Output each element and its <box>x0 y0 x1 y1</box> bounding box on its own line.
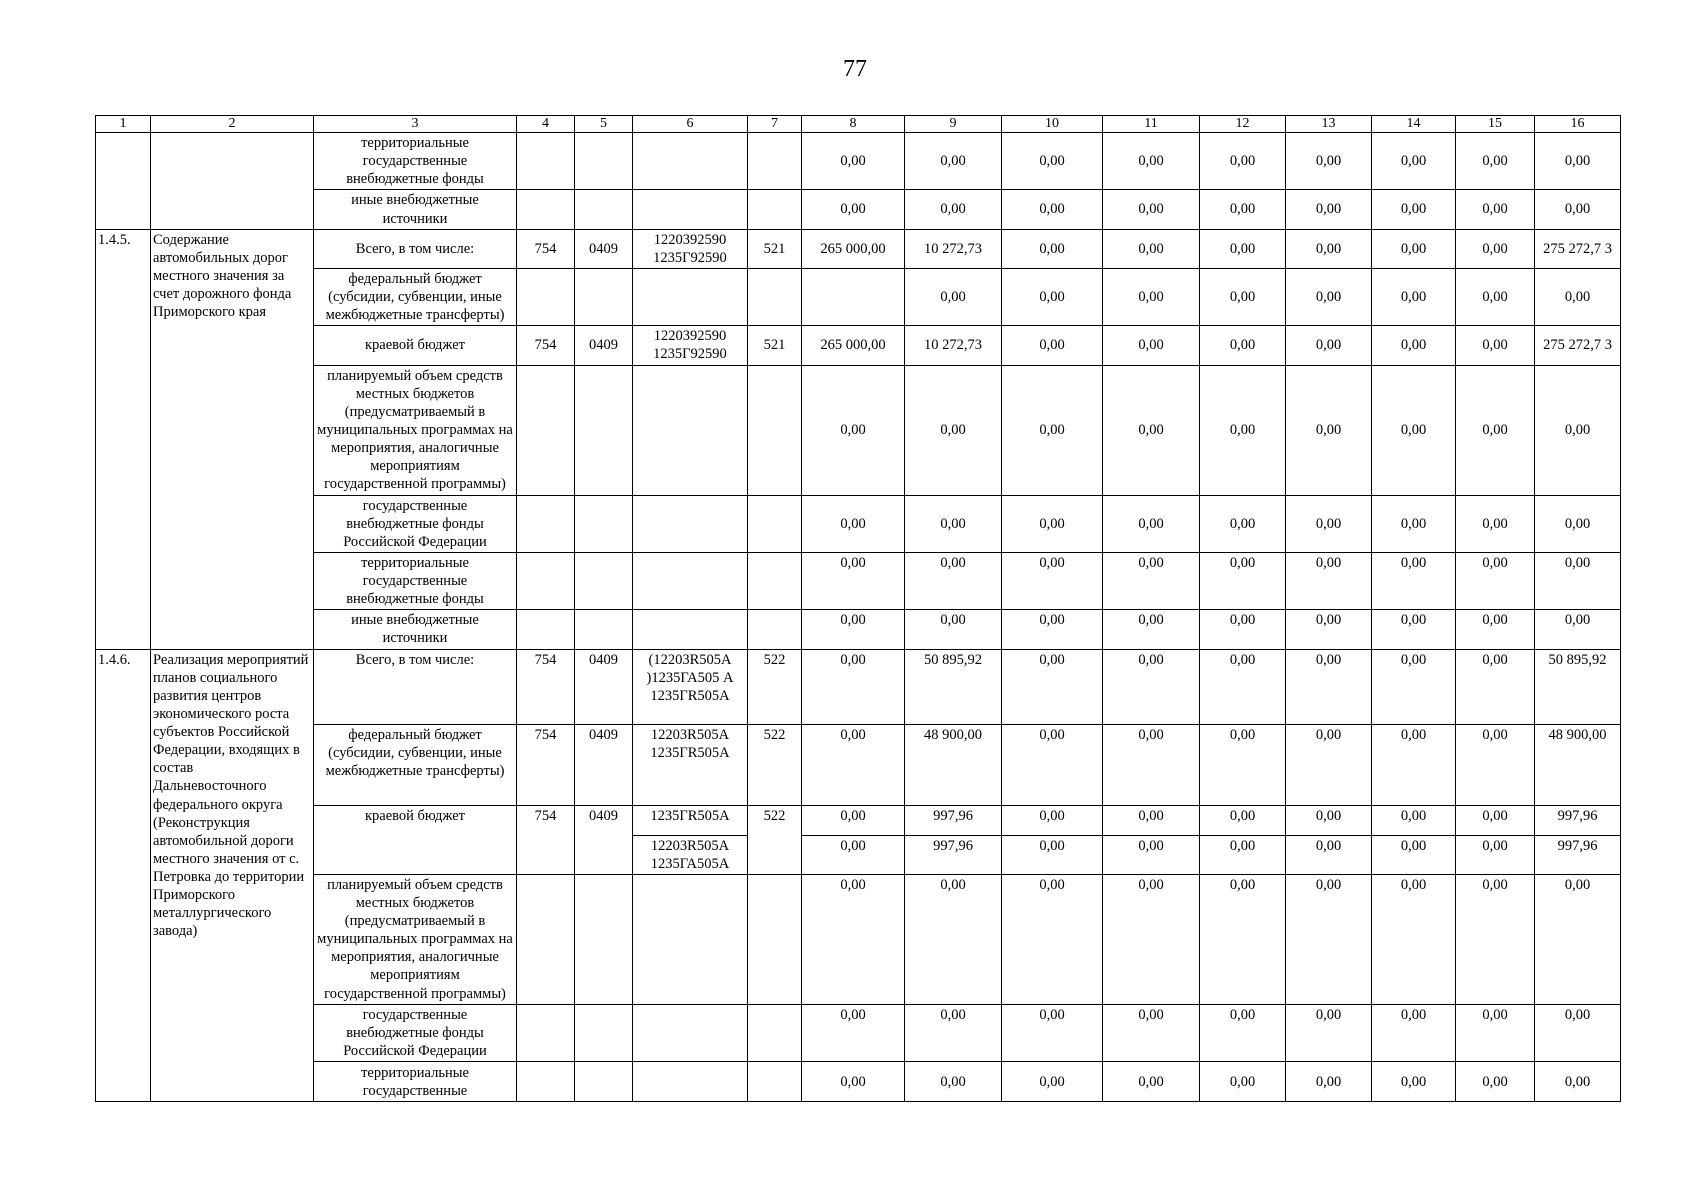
page-number: 77 <box>843 56 867 82</box>
value-cell: 0,00 <box>1200 724 1286 805</box>
empty-cell <box>633 268 748 325</box>
value-cell: 0,00 <box>905 610 1002 649</box>
value-cell: 0,00 <box>1002 835 1103 874</box>
value-cell: 0,00 <box>1286 552 1372 609</box>
value-cell: 0,00 <box>1456 133 1535 190</box>
value-cell: 0,00 <box>1002 1004 1103 1061</box>
value-cell: 50 895,92 <box>1535 649 1621 724</box>
value-cell: 265 000,00 <box>802 326 905 365</box>
empty-cell <box>748 1062 802 1102</box>
empty-cell <box>517 365 575 495</box>
value-cell: 0,00 <box>1002 1062 1103 1102</box>
value-cell: 0,00 <box>905 1004 1002 1061</box>
value-cell: 997,96 <box>905 835 1002 874</box>
value-cell: 0,00 <box>1456 495 1535 552</box>
value-cell: 0,00 <box>1456 835 1535 874</box>
value-cell: 0,00 <box>1535 610 1621 649</box>
table-row <box>96 1062 1621 1102</box>
value-cell: 265 000,00 <box>802 229 905 268</box>
value-cell: 0,00 <box>1286 649 1372 724</box>
source-cell: федеральный бюджет (субсидии, субвенции, иные межбюджетные трансферты) <box>314 268 517 325</box>
value-cell: 10 272,73 <box>905 229 1002 268</box>
value-cell: 0,00 <box>1372 835 1456 874</box>
source-cell: территориальные государственные <box>314 1062 517 1102</box>
cell: 754 <box>517 326 575 365</box>
value-cell: 0,00 <box>802 649 905 724</box>
empty-cell <box>748 133 802 190</box>
table-row <box>96 365 1621 495</box>
value-cell: 0,00 <box>1372 874 1456 1004</box>
value-cell: 0,00 <box>1200 190 1286 229</box>
value-cell: 0,00 <box>1200 268 1286 325</box>
value-cell: 0,00 <box>905 552 1002 609</box>
value-cell: 0,00 <box>1286 1062 1372 1102</box>
value-cell: 0,00 <box>1372 268 1456 325</box>
value-cell: 0,00 <box>1372 610 1456 649</box>
value-cell: 0,00 <box>1200 229 1286 268</box>
item-name: Содержание автомобильных дорог местного значения за счет дорожного фонда Приморского края <box>151 229 314 649</box>
empty-cell <box>748 874 802 1004</box>
cell: 0409 <box>575 805 633 874</box>
value-cell: 0,00 <box>1103 552 1200 609</box>
value-cell: 0,00 <box>1456 724 1535 805</box>
empty-cell <box>575 610 633 649</box>
header-cell: 6 <box>633 116 748 133</box>
header-row <box>96 116 1621 133</box>
value-cell: 0,00 <box>1456 229 1535 268</box>
empty-cell <box>575 190 633 229</box>
source-cell: краевой бюджет <box>314 805 517 874</box>
value-cell: 0,00 <box>1103 649 1200 724</box>
header-cell: 9 <box>905 116 1002 133</box>
value-cell: 0,00 <box>1372 649 1456 724</box>
value-cell: 0,00 <box>1372 1062 1456 1102</box>
value-cell: 0,00 <box>1002 724 1103 805</box>
header-cell: 11 <box>1103 116 1200 133</box>
value-cell: 0,00 <box>1002 649 1103 724</box>
value-cell: 0,00 <box>1286 495 1372 552</box>
source-cell: планируемый объем средств местных бюджетов (предусматриваемый в муниципальных программах на мероприятия, аналогичные мероприятиям государственной программы) <box>314 365 517 495</box>
value-cell: 0,00 <box>1200 649 1286 724</box>
value-cell: 0,00 <box>1286 724 1372 805</box>
empty-cell <box>575 495 633 552</box>
value-cell: 0,00 <box>1103 805 1200 835</box>
empty-cell <box>748 495 802 552</box>
header-cell: 12 <box>1200 116 1286 133</box>
budget-table <box>95 115 1621 1102</box>
value-cell: 0,00 <box>905 495 1002 552</box>
value-cell: 0,00 <box>1456 649 1535 724</box>
value-cell: 0,00 <box>1103 495 1200 552</box>
value-cell: 50 895,92 <box>905 649 1002 724</box>
value-cell: 0,00 <box>1372 133 1456 190</box>
empty-cell <box>517 1004 575 1061</box>
value-cell: 0,00 <box>1200 552 1286 609</box>
table-row <box>96 552 1621 609</box>
value-cell: 0,00 <box>905 190 1002 229</box>
table-row <box>96 1004 1621 1061</box>
value-cell: 0,00 <box>1456 610 1535 649</box>
cell: 12203R505A 1235ГА505А <box>633 835 748 874</box>
header-cell: 2 <box>151 116 314 133</box>
source-cell: иные внебюджетные источники <box>314 610 517 649</box>
value-cell: 997,96 <box>1535 805 1621 835</box>
cell: 522 <box>748 649 802 724</box>
table-row <box>96 133 1621 190</box>
cell: (12203R505A )1235ГА505 А 1235ГR505A <box>633 649 748 724</box>
value-cell: 0,00 <box>1200 874 1286 1004</box>
value-cell: 0,00 <box>1200 326 1286 365</box>
value-cell: 0,00 <box>1535 133 1621 190</box>
table-row <box>96 610 1621 649</box>
empty-cell <box>748 552 802 609</box>
empty-cell <box>517 190 575 229</box>
table-row <box>96 229 1621 268</box>
value-cell: 0,00 <box>802 552 905 609</box>
empty-cell <box>633 552 748 609</box>
value-cell: 0,00 <box>1286 835 1372 874</box>
value-cell: 0,00 <box>1200 835 1286 874</box>
table-row <box>96 190 1621 229</box>
source-cell: краевой бюджет <box>314 326 517 365</box>
value-cell: 0,00 <box>1286 1004 1372 1061</box>
value-cell: 0,00 <box>802 365 905 495</box>
empty-cell <box>575 1004 633 1061</box>
table-row <box>96 649 1621 724</box>
value-cell: 0,00 <box>1200 1004 1286 1061</box>
empty-cell <box>517 874 575 1004</box>
value-cell: 0,00 <box>905 874 1002 1004</box>
cell: 0409 <box>575 326 633 365</box>
cell: 0409 <box>575 649 633 724</box>
source-cell: Всего, в том числе: <box>314 649 517 724</box>
table-row <box>96 268 1621 325</box>
value-cell: 48 900,00 <box>905 724 1002 805</box>
value-cell: 0,00 <box>1286 190 1372 229</box>
empty-cell <box>517 1062 575 1102</box>
value-cell: 0,00 <box>1286 610 1372 649</box>
empty-cell <box>575 1062 633 1102</box>
value-cell: 0,00 <box>1103 229 1200 268</box>
value-cell: 0,00 <box>802 610 905 649</box>
cell: 12203R505A 1235ГR505A <box>633 724 748 805</box>
value-cell: 0,00 <box>1456 805 1535 835</box>
value-cell: 0,00 <box>1286 268 1372 325</box>
empty-cell <box>575 552 633 609</box>
value-cell: 0,00 <box>1286 229 1372 268</box>
table-row <box>96 326 1621 365</box>
item-name: Реализация мероприятий планов социального развития центров экономического роста субъектов Российской Федерации, входящих в состав Дальневосточного федерального округа (Реконструкция автомобильной дороги местного значения от с. Петровка до территории Приморского металлургического завода) <box>151 649 314 1102</box>
value-cell: 0,00 <box>1372 326 1456 365</box>
cell: 754 <box>517 649 575 724</box>
value-cell: 275 272,7 3 <box>1535 326 1621 365</box>
value-cell: 275 272,7 3 <box>1535 229 1621 268</box>
value-cell: 0,00 <box>1002 190 1103 229</box>
cell: 521 <box>748 229 802 268</box>
cell: 522 <box>748 724 802 805</box>
value-cell: 0,00 <box>1200 133 1286 190</box>
value-cell: 0,00 <box>1002 268 1103 325</box>
value-cell: 10 272,73 <box>905 326 1002 365</box>
cell: 521 <box>748 326 802 365</box>
empty-cell <box>633 874 748 1004</box>
empty-cell <box>517 495 575 552</box>
table-row <box>96 805 1621 835</box>
table-row <box>96 724 1621 805</box>
code-cell <box>96 133 151 230</box>
cell: 0409 <box>575 229 633 268</box>
value-cell: 0,00 <box>905 365 1002 495</box>
value-cell: 0,00 <box>1200 805 1286 835</box>
value-cell: 0,00 <box>1372 365 1456 495</box>
empty-cell <box>633 610 748 649</box>
cell: 1235ГR505A <box>633 805 748 835</box>
value-cell: 0,00 <box>1286 326 1372 365</box>
header-cell: 10 <box>1002 116 1103 133</box>
source-cell: иные внебюджетные источники <box>314 190 517 229</box>
value-cell: 0,00 <box>1103 190 1200 229</box>
value-cell: 0,00 <box>1372 724 1456 805</box>
value-cell: 0,00 <box>905 133 1002 190</box>
source-cell: государственные внебюджетные фонды Российской Федерации <box>314 495 517 552</box>
value-cell: 0,00 <box>802 805 905 835</box>
empty-cell <box>748 365 802 495</box>
header-cell: 3 <box>314 116 517 133</box>
value-cell: 997,96 <box>905 805 1002 835</box>
value-cell: 0,00 <box>1002 229 1103 268</box>
value-cell: 0,00 <box>1372 190 1456 229</box>
value-cell: 0,00 <box>802 190 905 229</box>
value-cell: 0,00 <box>1002 874 1103 1004</box>
source-cell: федеральный бюджет (субсидии, субвенции, иные межбюджетные трансферты) <box>314 724 517 805</box>
header-cell: 5 <box>575 116 633 133</box>
table-row <box>96 495 1621 552</box>
value-cell: 0,00 <box>1286 365 1372 495</box>
value-cell: 0,00 <box>1456 1062 1535 1102</box>
header-cell: 4 <box>517 116 575 133</box>
value-cell: 0,00 <box>1103 133 1200 190</box>
value-cell: 0,00 <box>1535 874 1621 1004</box>
value-cell: 0,00 <box>1103 326 1200 365</box>
empty-cell <box>575 365 633 495</box>
source-cell: планируемый объем средств местных бюджетов (предусматриваемый в муниципальных программах на мероприятия, аналогичные мероприятиям государственной программы) <box>314 874 517 1004</box>
empty-cell <box>748 268 802 325</box>
value-cell: 0,00 <box>905 1062 1002 1102</box>
empty-cell <box>575 268 633 325</box>
cell: 522 <box>748 805 802 874</box>
empty-cell <box>633 190 748 229</box>
value-cell: 0,00 <box>1286 874 1372 1004</box>
empty-cell <box>517 268 575 325</box>
value-cell: 0,00 <box>1103 610 1200 649</box>
source-cell: Всего, в том числе: <box>314 229 517 268</box>
value-cell: 0,00 <box>1535 495 1621 552</box>
value-cell: 0,00 <box>802 724 905 805</box>
value-cell: 0,00 <box>1103 874 1200 1004</box>
empty-cell <box>802 268 905 325</box>
value-cell: 0,00 <box>1535 1004 1621 1061</box>
value-cell: 997,96 <box>1535 835 1621 874</box>
empty-cell <box>633 1004 748 1061</box>
value-cell: 0,00 <box>1456 268 1535 325</box>
value-cell: 0,00 <box>1535 268 1621 325</box>
value-cell: 0,00 <box>802 1062 905 1102</box>
cell: 754 <box>517 724 575 805</box>
source-cell: государственные внебюджетные фонды Российской Федерации <box>314 1004 517 1061</box>
header-cell: 8 <box>802 116 905 133</box>
cell: 0409 <box>575 724 633 805</box>
value-cell: 0,00 <box>1002 805 1103 835</box>
header-cell: 1 <box>96 116 151 133</box>
value-cell: 0,00 <box>1372 495 1456 552</box>
value-cell: 0,00 <box>1002 610 1103 649</box>
value-cell: 0,00 <box>1002 552 1103 609</box>
value-cell: 0,00 <box>1456 365 1535 495</box>
empty-cell <box>633 1062 748 1102</box>
value-cell: 0,00 <box>905 268 1002 325</box>
value-cell: 0,00 <box>1200 495 1286 552</box>
cell: 1220392590 1235Г92590 <box>633 326 748 365</box>
value-cell: 0,00 <box>802 1004 905 1061</box>
header-cell: 7 <box>748 116 802 133</box>
empty-cell <box>517 133 575 190</box>
value-cell: 0,00 <box>1535 190 1621 229</box>
empty-cell <box>517 610 575 649</box>
header-cell: 14 <box>1372 116 1456 133</box>
cell: 754 <box>517 229 575 268</box>
cell: 1220392590 1235Г92590 <box>633 229 748 268</box>
value-cell: 0,00 <box>1456 1004 1535 1061</box>
header-cell: 16 <box>1535 116 1621 133</box>
table-row <box>96 874 1621 1004</box>
value-cell: 0,00 <box>1002 365 1103 495</box>
cell: 754 <box>517 805 575 874</box>
value-cell: 0,00 <box>1456 190 1535 229</box>
value-cell: 0,00 <box>1286 805 1372 835</box>
value-cell: 0,00 <box>1372 1004 1456 1061</box>
value-cell: 0,00 <box>1103 365 1200 495</box>
value-cell: 0,00 <box>1535 1062 1621 1102</box>
value-cell: 0,00 <box>802 495 905 552</box>
empty-cell <box>575 133 633 190</box>
empty-cell <box>633 365 748 495</box>
value-cell: 0,00 <box>1002 495 1103 552</box>
empty-cell <box>748 1004 802 1061</box>
value-cell: 0,00 <box>1103 1004 1200 1061</box>
value-cell: 0,00 <box>1103 724 1200 805</box>
item-code: 1.4.6. <box>96 649 151 1102</box>
value-cell: 0,00 <box>1456 326 1535 365</box>
value-cell: 48 900,00 <box>1535 724 1621 805</box>
value-cell: 0,00 <box>1200 610 1286 649</box>
value-cell: 0,00 <box>1535 365 1621 495</box>
empty-cell <box>748 610 802 649</box>
header-cell: 15 <box>1456 116 1535 133</box>
value-cell: 0,00 <box>1002 133 1103 190</box>
value-cell: 0,00 <box>1002 326 1103 365</box>
value-cell: 0,00 <box>1372 229 1456 268</box>
value-cell: 0,00 <box>1103 1062 1200 1102</box>
source-cell: территориальные государственные внебюджетные фонды <box>314 552 517 609</box>
value-cell: 0,00 <box>1103 835 1200 874</box>
source-cell: территориальные государственные внебюджетные фонды <box>314 133 517 190</box>
value-cell: 0,00 <box>1286 133 1372 190</box>
value-cell: 0,00 <box>1200 1062 1286 1102</box>
value-cell: 0,00 <box>802 133 905 190</box>
header-cell: 13 <box>1286 116 1372 133</box>
value-cell: 0,00 <box>802 835 905 874</box>
value-cell: 0,00 <box>1200 365 1286 495</box>
value-cell: 0,00 <box>1456 552 1535 609</box>
value-cell: 0,00 <box>1372 552 1456 609</box>
value-cell: 0,00 <box>802 874 905 1004</box>
empty-cell <box>633 495 748 552</box>
name-cell <box>151 133 314 230</box>
value-cell: 0,00 <box>1372 805 1456 835</box>
value-cell: 0,00 <box>1456 874 1535 1004</box>
empty-cell <box>575 874 633 1004</box>
empty-cell <box>633 133 748 190</box>
empty-cell <box>517 552 575 609</box>
value-cell: 0,00 <box>1103 268 1200 325</box>
empty-cell <box>748 190 802 229</box>
item-code: 1.4.5. <box>96 229 151 649</box>
value-cell: 0,00 <box>1535 552 1621 609</box>
